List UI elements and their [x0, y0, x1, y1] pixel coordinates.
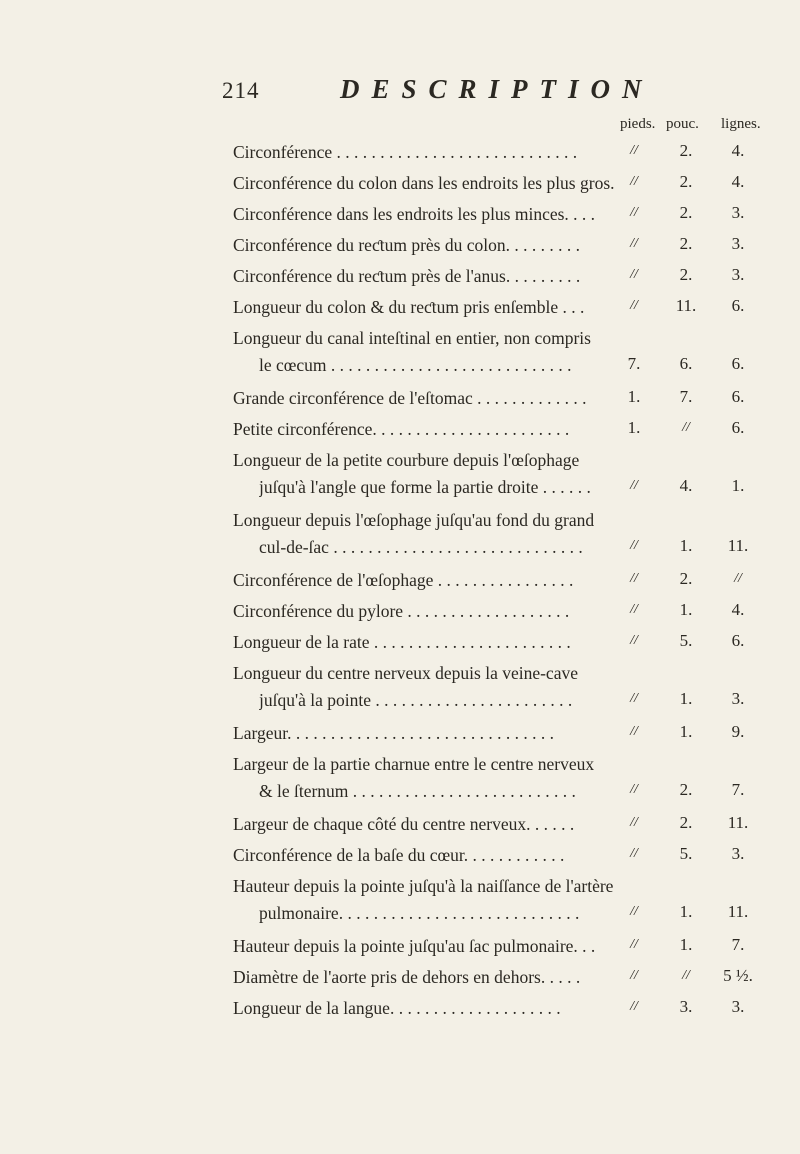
- value-pieds: //: [630, 267, 638, 282]
- row-label: Grande circonférence de l'eſtomac . . . . . . . . . . . . .: [233, 388, 587, 408]
- value-lignes: 11.: [727, 902, 749, 921]
- value-pieds: //: [630, 602, 638, 617]
- value-lignes: 4.: [731, 600, 745, 619]
- value-pieds: //: [630, 236, 638, 251]
- value-lignes: 11.: [727, 813, 749, 832]
- value-pouces: 1.: [679, 600, 693, 619]
- row-label: Circonférence de l'œſophage . . . . . . . . . . . . . . . .: [233, 570, 574, 590]
- value-lignes: 3.: [731, 997, 745, 1016]
- value-pouces: 7.: [679, 387, 693, 406]
- row-label: le cœcum . . . . . . . . . . . . . . . . . . . . . . . . . . . .: [259, 355, 572, 375]
- value-pouces: //: [682, 968, 690, 983]
- value-lignes: 3.: [731, 844, 745, 863]
- value-lignes: 7.: [731, 780, 745, 799]
- value-pouces: 1.: [679, 902, 693, 921]
- value-lignes: 6.: [731, 387, 745, 406]
- row-label: Circonférence du colon dans les endroits les plus gros.: [233, 173, 615, 193]
- row-label: Petite circonférence. . . . . . . . . . . . . . . . . . . . . . .: [233, 419, 570, 439]
- column-header-pieds: pieds.: [620, 116, 656, 132]
- value-pieds: 1.: [627, 387, 641, 406]
- row-label: Hauteur depuis la pointe juſqu'à la naiſſance de l'artère: [233, 876, 614, 896]
- value-lignes: 4.: [731, 141, 745, 160]
- value-pouces: 2.: [679, 141, 693, 160]
- value-pouces: 2.: [679, 813, 693, 832]
- column-header-lignes: lignes.: [721, 116, 761, 132]
- value-pieds: //: [630, 298, 638, 313]
- value-lignes: 5 ½.: [723, 966, 753, 985]
- value-pouces: 2.: [679, 265, 693, 284]
- value-pieds: 1.: [627, 418, 641, 437]
- column-header-pouces: pouc.: [666, 116, 699, 132]
- value-pouces: 2.: [679, 203, 693, 222]
- value-pouces: 1.: [679, 722, 693, 741]
- row-label: Hauteur depuis la pointe juſqu'au ſac pulmonaire. . .: [233, 936, 596, 956]
- row-label: Longueur du canal inteſtinal en entier, non compris: [233, 328, 591, 348]
- value-pieds: //: [630, 205, 638, 220]
- value-lignes: 7.: [731, 935, 745, 954]
- value-pouces: 1.: [679, 689, 693, 708]
- value-pieds: //: [630, 968, 638, 983]
- value-pouces: 1.: [679, 536, 693, 555]
- value-pouces: 6.: [679, 354, 693, 373]
- running-title: DESCRIPTION: [340, 74, 654, 104]
- row-label: Largeur. . . . . . . . . . . . . . . . . . . . . . . . . . . . . . .: [233, 723, 554, 743]
- value-lignes: 11.: [727, 536, 749, 555]
- value-lignes: 9.: [731, 722, 745, 741]
- row-label: Circonférence du pylore . . . . . . . . . . . . . . . . . . .: [233, 601, 570, 621]
- value-pieds: //: [630, 143, 638, 158]
- row-label: & le ſternum . . . . . . . . . . . . . . . . . . . . . . . . . .: [259, 781, 576, 801]
- value-pieds: //: [630, 633, 638, 648]
- row-label: Circonférence . . . . . . . . . . . . . . . . . . . . . . . . . . . .: [233, 142, 578, 162]
- row-label: Longueur de la petite courbure depuis l'œſophage: [233, 450, 580, 470]
- value-pieds: //: [630, 538, 638, 553]
- value-pieds: //: [630, 174, 638, 189]
- row-label: juſqu'à la pointe . . . . . . . . . . . . . . . . . . . . . . .: [259, 690, 573, 710]
- value-pouces: 2.: [679, 172, 693, 191]
- value-pouces: 2.: [679, 780, 693, 799]
- value-pouces: 5.: [679, 631, 693, 650]
- value-pieds: //: [630, 999, 638, 1014]
- value-pouces: 1.: [679, 935, 693, 954]
- value-pieds: //: [630, 815, 638, 830]
- row-label: cul-de-ſac . . . . . . . . . . . . . . . . . . . . . . . . . . . . .: [259, 537, 583, 557]
- row-label: Largeur de chaque côté du centre nerveux. . . . . .: [233, 814, 575, 834]
- value-lignes: 3.: [731, 203, 745, 222]
- value-pieds: //: [630, 904, 638, 919]
- row-label: Circonférence de la baſe du cœur. . . . . . . . . . . .: [233, 845, 565, 865]
- value-pouces: //: [682, 420, 690, 435]
- row-label: Circonférence du reƈtum près de l'anus. . . . . . . . .: [233, 266, 581, 286]
- value-lignes: 1.: [731, 476, 745, 495]
- row-label: Diamètre de l'aorte pris de dehors en dehors. . . . .: [233, 967, 581, 987]
- row-label: Longueur de la langue. . . . . . . . . . . . . . . . . . . .: [233, 998, 561, 1018]
- row-label: Largeur de la partie charnue entre le centre nerveux: [233, 754, 595, 774]
- row-label: Longueur du centre nerveux depuis la veine-cave: [233, 663, 578, 683]
- value-pouces: 11.: [675, 296, 697, 315]
- row-label: Longueur depuis l'œſophage juſqu'au fond du grand: [233, 510, 595, 530]
- value-lignes: 3.: [731, 689, 745, 708]
- value-pouces: 3.: [679, 997, 693, 1016]
- value-pieds: //: [630, 478, 638, 493]
- value-lignes: 6.: [731, 354, 745, 373]
- value-pieds: //: [630, 937, 638, 952]
- value-pieds: //: [630, 691, 638, 706]
- value-pieds: 7.: [627, 354, 641, 373]
- row-label: Longueur de la rate . . . . . . . . . . . . . . . . . . . . . . .: [233, 632, 571, 652]
- value-pieds: //: [630, 782, 638, 797]
- value-pieds: //: [630, 724, 638, 739]
- value-lignes: 6.: [731, 296, 745, 315]
- row-label: Circonférence du reƈtum près du colon. . . . . . . . .: [233, 235, 580, 255]
- value-lignes: 6.: [731, 631, 745, 650]
- value-lignes: 3.: [731, 234, 745, 253]
- row-label: Longueur du colon & du reƈtum pris enſemble . . .: [233, 297, 585, 317]
- row-label: Circonférence dans les endroits les plus minces. . . .: [233, 204, 596, 224]
- value-lignes: 3.: [731, 265, 745, 284]
- row-label: juſqu'à l'angle que forme la partie droite . . . . . .: [259, 477, 591, 497]
- value-pieds: //: [630, 846, 638, 861]
- value-pouces: 4.: [679, 476, 693, 495]
- value-pouces: 2.: [679, 569, 693, 588]
- page-number: 214: [222, 78, 260, 103]
- page-header: [222, 74, 722, 114]
- value-lignes: //: [734, 571, 742, 586]
- value-lignes: 4.: [731, 172, 745, 191]
- value-pieds: //: [630, 571, 638, 586]
- value-pouces: 5.: [679, 844, 693, 863]
- row-label: pulmonaire. . . . . . . . . . . . . . . . . . . . . . . . . . . .: [259, 903, 580, 923]
- value-pouces: 2.: [679, 234, 693, 253]
- value-lignes: 6.: [731, 418, 745, 437]
